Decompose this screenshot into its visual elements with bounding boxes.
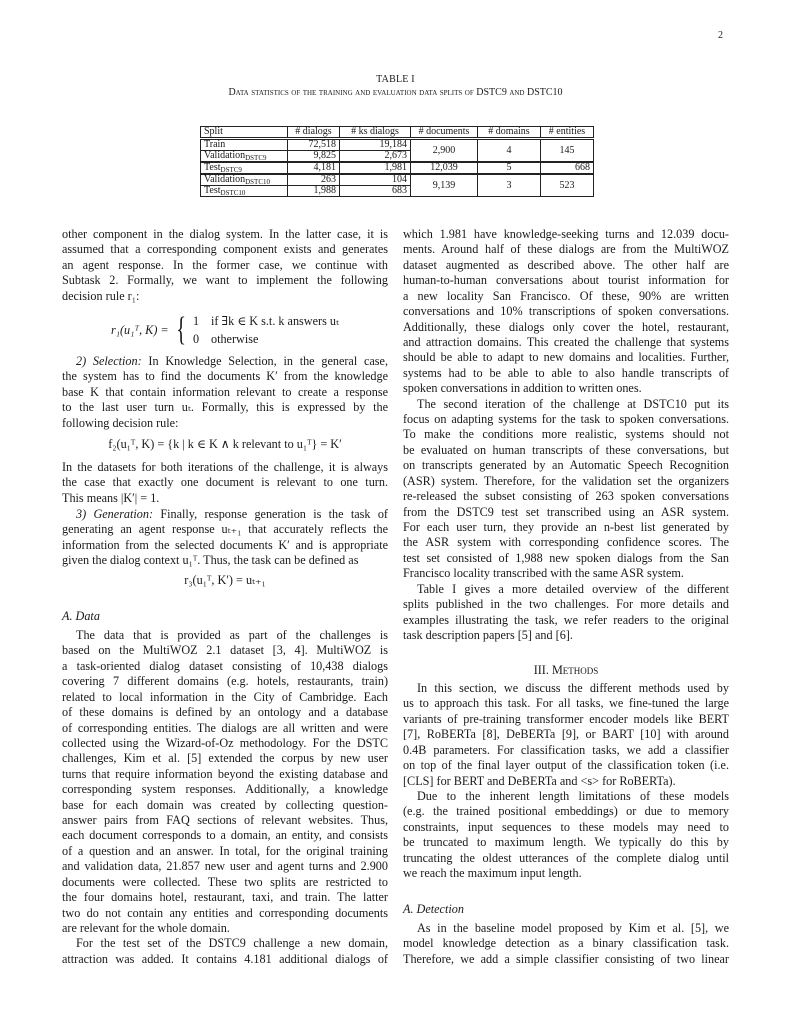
line-text: systems had to be able to able to also handle transcripts of [403, 365, 729, 380]
line-text: assumed that a corresponding component exists and generates [62, 242, 388, 257]
text-line [62, 690, 388, 705]
line-text: Therefore, we add a simple classifier consisting of two linear [403, 951, 729, 966]
split-subscript: DSTC10 [245, 178, 271, 186]
table-header-row [201, 127, 594, 139]
line-text: Finally, response generation is the task of [153, 507, 388, 521]
domains-cell: 3 [478, 174, 541, 197]
right-column-text [403, 227, 729, 643]
line-text: The second iteration of the challenge at DSTC10 put its [417, 396, 729, 411]
line-text: focus on adapting systems for the task to spoken conversations. [403, 412, 729, 427]
text-line [62, 798, 388, 813]
split-name: Test [204, 162, 221, 173]
line-text: from the DSTC9 test set transcribed using an ASR system. [403, 504, 729, 519]
line-text: given the dialog context u₁ᵀ. Thus, the task can be defined as [62, 553, 359, 568]
header-split: Split [201, 127, 288, 139]
line-text: Francisco locality transcribed with the same ASR system. [403, 566, 684, 581]
dialogs-cell: 263 [288, 174, 340, 186]
split-name: Test [204, 185, 221, 196]
paragraph [403, 681, 729, 789]
split-name: Validation [204, 174, 246, 185]
ks-dialogs-cell: 1,981 [340, 162, 411, 174]
line-text: related to local information in the City of Cambridge. Each [62, 689, 388, 704]
line-text: In this section, we discuss the different methods used by [417, 681, 729, 695]
text-line [62, 416, 388, 431]
text-line [403, 551, 729, 566]
text-line [403, 520, 729, 535]
text-line [403, 789, 729, 804]
text-line [403, 743, 729, 758]
line-text: As in the baseline model proposed by Kim et al. [5], we [417, 921, 729, 935]
text-line [403, 628, 729, 643]
equation-cases [193, 312, 339, 348]
text-line [62, 258, 388, 273]
text-line [403, 712, 729, 727]
line-text: ments. Around half of these dialogs are from the MultiWOZ [403, 242, 729, 257]
header-dialogs: # dialogs [288, 127, 340, 139]
text-line [403, 804, 729, 819]
paragraph-lead: 2) Selection: [76, 354, 142, 368]
text-line [403, 613, 729, 628]
case-value: 0 [192, 332, 200, 346]
text-line [403, 366, 729, 381]
case-1 [193, 312, 339, 330]
line-text: an agent response. In the former case, we continue with [62, 257, 388, 272]
subsection-heading-detection: A. Detection [403, 902, 464, 916]
text-line [403, 273, 729, 288]
line-text: generating an agent response uₜ₊₁ that accurately reflects the [62, 522, 388, 537]
dialogs-cell: 9,825 [288, 151, 340, 163]
text-line [62, 890, 388, 905]
text-line [403, 835, 729, 850]
paragraph [62, 628, 388, 936]
text-line [62, 242, 388, 257]
text-line [62, 767, 388, 782]
line-text: the ASR system with corresponding confidence scores. The [403, 535, 729, 550]
text-line [403, 952, 729, 967]
text-line [403, 696, 729, 711]
text-line [62, 643, 388, 658]
text-line [403, 758, 729, 773]
line-text: be truncated to maximum length. We typically do this by [403, 835, 729, 850]
documents-cell: 2,900 [411, 139, 478, 163]
text-line [403, 774, 729, 789]
line-text: base for each domain was created by collecting question- [62, 797, 388, 812]
line-text: conversations and 10% transcriptions of spoken conversations. [403, 304, 729, 319]
text-line [62, 782, 388, 797]
text-line [62, 400, 388, 415]
text-line [403, 350, 729, 365]
documents-cell: 12,039 [411, 162, 478, 174]
text-line [62, 628, 388, 643]
paragraph [62, 227, 388, 304]
table-title: TABLE I [376, 74, 415, 85]
text-line [62, 659, 388, 674]
line-text: base K that contain information relevant to create a response [62, 384, 388, 399]
line-text: In Knowledge Selection, in the general case, [141, 354, 388, 368]
text-line [403, 335, 729, 350]
text-line [62, 705, 388, 720]
dialogs-cell: 1,988 [288, 186, 340, 197]
line-text: variants of pre-training transformer encoder models like BERT [403, 711, 729, 726]
split-cell [201, 162, 288, 174]
text-line [62, 522, 388, 537]
line-text: of these domains is defined by an ontology and a database [62, 705, 388, 720]
line-text: each document corresponds to a domain, an entity, and consists [62, 828, 388, 843]
line-text: 0.4B parameters. For classification tasks, we add a classifier [403, 742, 729, 757]
header-domains: # domains [478, 127, 541, 139]
case-condition: otherwise [210, 332, 259, 346]
paragraph-lead: 3) Generation: [76, 507, 154, 521]
entities-cell: 145 [541, 139, 594, 163]
line-text: documents were collected. These two splits are restricted to [62, 874, 388, 889]
split-subscript: DSTC9 [245, 154, 267, 162]
line-text: the four domains hotel, restaurant, taxi, and train. The latter [62, 890, 388, 905]
methods-text [403, 681, 729, 881]
text-line [62, 828, 388, 843]
entities-cell: 668 [541, 162, 594, 174]
line-text: of corresponding entities. The dialogs are all written and were [62, 720, 388, 735]
text-line [62, 736, 388, 751]
line-text: are relevant for the whole domain. [62, 921, 230, 936]
line-text: and attraction domains. This created the challenge that systems [403, 334, 729, 349]
paragraph [403, 227, 729, 397]
text-line [62, 227, 388, 242]
text-line [403, 258, 729, 273]
text-line [403, 851, 729, 866]
split-cell [201, 174, 288, 186]
equation-selection-f2: f₂(u₁ᵀ, K) = {k | k ∈ K ∧ k relevant to u₁ᵀ} = K′ [108, 436, 342, 451]
header-ks-dialogs: # ks dialogs [340, 127, 411, 139]
split-cell [201, 151, 288, 163]
text-line [403, 936, 729, 951]
line-text: (ASR) system. Therefore, for the validation set the organizers [403, 473, 729, 488]
case-value: 1 [192, 314, 200, 328]
text-line [62, 721, 388, 736]
text-line [403, 597, 729, 612]
line-text: on top of the final layer output of the classification token (i.e. [403, 758, 729, 773]
text-line [62, 875, 388, 890]
equation-generation-r3: r₃(u₁ᵀ, K′) = uₜ₊₁ [184, 572, 266, 587]
line-text: [7], RoBERTa [8], DeBERTa [9], or BART [10] with around [403, 727, 729, 742]
text-line [62, 369, 388, 384]
text-line [403, 289, 729, 304]
line-text: should be able to adapt to new domains and localities. Further, [403, 350, 729, 365]
line-text: spoken conversations in addition to written ones. [403, 381, 642, 396]
dialogs-cell: 4,181 [288, 162, 340, 174]
text-line [62, 674, 388, 689]
dialogs-cell: 72,518 [288, 139, 340, 151]
table-row [201, 139, 594, 151]
line-text: we reach the maximum input length. [403, 866, 582, 881]
line-text: For each user turn, they provide an n-best list generated by [403, 520, 729, 535]
paragraph [403, 582, 729, 644]
split-cell [201, 186, 288, 197]
line-text: (e.g. the trained positional embeddings) or due to memory [403, 804, 729, 819]
line-text: based on the MultiWOZ 2.1 dataset [3, 4]. MultiWOZ is [62, 643, 388, 658]
paragraph-generation [62, 507, 388, 569]
text-line [62, 813, 388, 828]
text-line [62, 936, 388, 951]
data-statistics-table [200, 126, 594, 197]
text-line [62, 952, 388, 967]
text-line [62, 289, 388, 304]
text-line [62, 844, 388, 859]
paragraph-detection [403, 921, 729, 967]
page-number: 2 [718, 30, 723, 41]
text-line [62, 491, 388, 506]
line-text: In the datasets for both iterations of the challenge, it is always [62, 460, 388, 474]
line-text: answer pairs from FAQ sections of relevant websites. Thus, [62, 813, 388, 828]
line-text: decision rule r₁: [62, 288, 140, 303]
line-text: To make the conditions more realistic, systems should not [403, 427, 729, 442]
case-condition: if ∃k ∈ K s.t. k answers uₜ [210, 314, 339, 328]
line-text: to the last user turn uₜ. Formally, this is expressed by the [62, 400, 388, 415]
text-line [62, 273, 388, 288]
line-text: on transcripts generated by an Automatic Speech Recognition [403, 458, 729, 473]
line-text: Due to the inherent length limitations of these models [417, 788, 729, 803]
line-text: us to approach this task. For all tasks, we fine-tuned the large [403, 696, 729, 711]
ks-dialogs-cell: 2,673 [340, 151, 411, 163]
paragraph [62, 460, 388, 506]
line-text: truncating the oldest utterances of the complete dialog until [403, 850, 729, 865]
line-text: test set consisted of 1,988 new spoken dialogs from the San [403, 550, 729, 565]
text-line [403, 681, 729, 696]
line-text: information from the selected documents K′ and is appropriate [62, 537, 388, 552]
line-text: of a question and an answer. In total, for the original training [62, 843, 388, 858]
text-line [62, 507, 388, 522]
split-name: Validation [204, 150, 246, 161]
text-line [403, 242, 729, 257]
line-text: be evaluated on human transcripts of these conversations, but [403, 442, 729, 457]
ks-dialogs-cell: 104 [340, 174, 411, 186]
text-line [403, 727, 729, 742]
text-line [403, 535, 729, 550]
split-subscript: DSTC10 [220, 189, 246, 197]
table-row [201, 162, 594, 174]
text-line [62, 553, 388, 568]
text-line [403, 582, 729, 597]
brace-symbol: { [175, 311, 186, 348]
split-subscript: DSTC9 [220, 166, 242, 174]
line-text: and validation data, 21.857 new user and agent turns and 2.900 [62, 859, 388, 874]
line-text: following decision rule: [62, 415, 179, 430]
line-text: which 1.981 have knowledge-seeking turns and 12.039 docu- [403, 227, 729, 241]
case-2 [193, 330, 339, 348]
text-line [403, 304, 729, 319]
text-line [403, 474, 729, 489]
line-text: examples illustrating the task, we refer readers to the original [403, 612, 729, 627]
text-line [403, 227, 729, 242]
domains-cell: 5 [478, 162, 541, 174]
text-line [403, 566, 729, 581]
line-text: For the test set of the DSTC9 challenge a new domain, [76, 936, 388, 951]
text-line [403, 381, 729, 396]
ks-dialogs-cell: 19,184 [340, 139, 411, 151]
text-line [403, 458, 729, 473]
line-text: This means |K′| = 1. [62, 490, 160, 505]
line-text: Table I gives a more detailed overview of the different [417, 581, 729, 596]
line-text: splits published in the two challenges. For more details and [403, 597, 729, 612]
table-caption: Data statistics of the training and evaluation data splits of DSTC9 and DSTC10 [228, 87, 563, 98]
text-line [403, 443, 729, 458]
text-line [62, 460, 388, 475]
text-line [62, 859, 388, 874]
entities-cell: 523 [541, 174, 594, 197]
line-text: a task-oriented dialog dataset consisting of 10,438 dialogs [62, 658, 388, 673]
table-row [201, 174, 594, 186]
paragraph-data [62, 628, 388, 967]
line-text: two do not contain any entities and corresponding documents [62, 905, 388, 920]
text-line [62, 385, 388, 400]
line-text: [CLS] for BERT and DeBERTa and <s> for RoBERTa). [403, 773, 676, 788]
line-text: collected using the Wizard-of-Oz methodology. For the DSTC [62, 735, 388, 750]
paragraph [403, 789, 729, 882]
line-text: Subtask 2. Formally, we want to implement the following [62, 273, 388, 288]
text-line [62, 475, 388, 490]
header-entities: # entities [541, 127, 594, 139]
text-line [62, 906, 388, 921]
line-text: other component in the dialog system. In the latter case, it is [62, 227, 388, 241]
section-heading-methods: III. Methods [533, 663, 599, 677]
text-line [62, 354, 388, 369]
line-text: re-released the subset consisting of 263 spoken conversations [403, 489, 729, 504]
text-line [403, 427, 729, 442]
line-text: The data that is provided as part of the challenges is [76, 628, 388, 642]
header-documents: # documents [411, 127, 478, 139]
text-line [403, 320, 729, 335]
text-line [62, 751, 388, 766]
line-text: turns that require information beyond the existing database and [62, 766, 388, 781]
paragraph [403, 397, 729, 582]
line-text: attraction was added. It contains 4.181 additional dialogs of [62, 951, 388, 966]
documents-cell: 9,139 [411, 174, 478, 197]
line-text: the case that exactly one document is relevant to one turn. [62, 475, 388, 490]
equation-lhs: r₁(u₁ᵀ, K) = [111, 322, 169, 337]
line-text: human-to-human conversations about tourist information for [403, 273, 729, 288]
text-line [403, 866, 729, 881]
line-text: challenges, Kim et al. [5] extended the corpus by new user [62, 751, 388, 766]
paragraph [62, 936, 388, 967]
domains-cell: 4 [478, 139, 541, 163]
line-text: Additionally, these dialogs only cover the hotel, restaurant, [403, 319, 729, 334]
text-line [62, 538, 388, 553]
text-line [403, 412, 729, 427]
ks-dialogs-cell: 683 [340, 186, 411, 197]
split-cell [201, 139, 288, 151]
text-line [403, 820, 729, 835]
equation-decision-rule-r1 [62, 311, 388, 349]
line-text: covering 7 different domains (e.g. hotels, restaurants, train) [62, 674, 388, 689]
subsection-heading-data: A. Data [62, 609, 100, 623]
line-text: constraints, input sequences to these models may need to [403, 819, 729, 834]
line-text: dataset augmented as described above. The other half are [403, 257, 729, 272]
paragraph-selection [62, 354, 388, 431]
split-name: Train [204, 139, 226, 150]
line-text: model knowledge detection as a binary classification task. [403, 936, 729, 951]
text-line [62, 921, 388, 936]
text-line [403, 397, 729, 412]
text-line [403, 489, 729, 504]
line-text: the system has to find the documents K′ from the knowledge [62, 369, 388, 384]
text-line [403, 921, 729, 936]
line-text: a new locality San Francisco. Of these, 90% are written [403, 288, 729, 303]
line-text: corresponding system responses. Additionally, a knowledge [62, 782, 388, 797]
text-line [403, 505, 729, 520]
line-text: task description papers [5] and [6]. [403, 627, 573, 642]
